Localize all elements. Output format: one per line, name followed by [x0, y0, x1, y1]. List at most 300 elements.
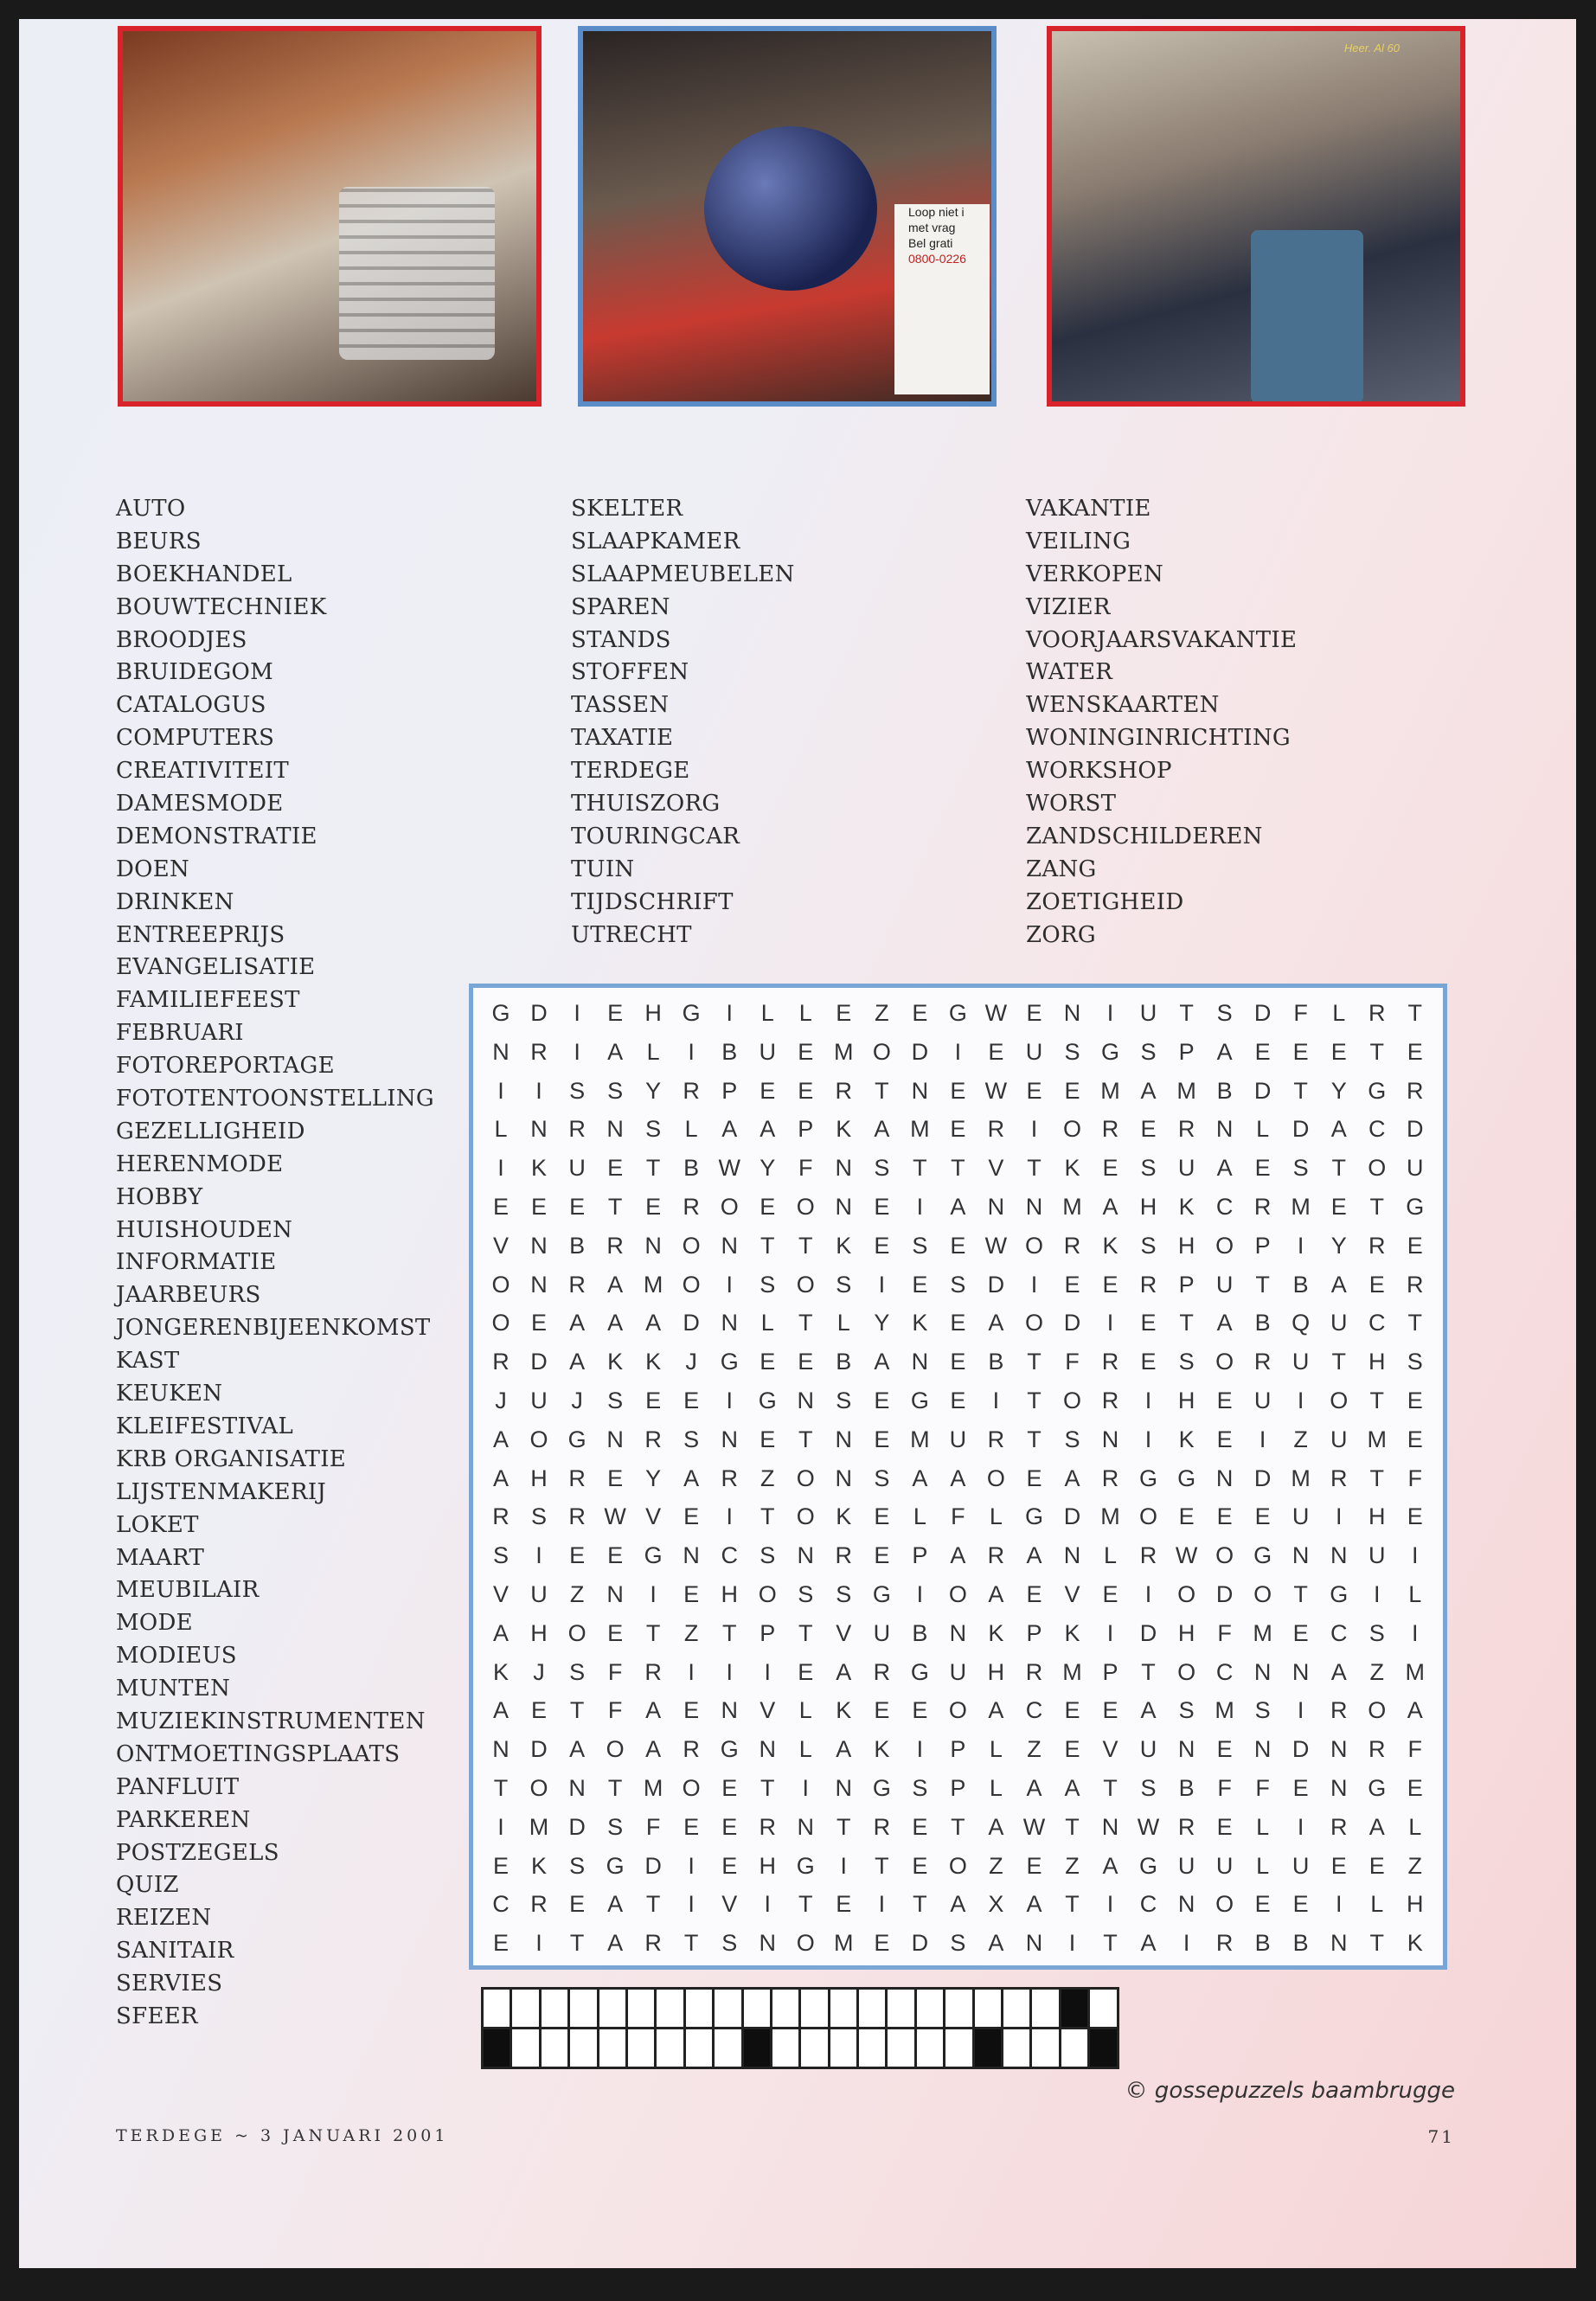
- grid-letter[interactable]: R: [835, 1077, 853, 1104]
- grid-letter[interactable]: E: [760, 1077, 776, 1104]
- grid-letter[interactable]: P: [1254, 1232, 1271, 1259]
- grid-letter[interactable]: A: [912, 1465, 928, 1491]
- grid-letter[interactable]: T: [1255, 1271, 1270, 1298]
- grid-letter[interactable]: A: [950, 1542, 966, 1569]
- grid-letter[interactable]: E: [531, 1697, 548, 1724]
- grid-letter[interactable]: F: [645, 1813, 661, 1840]
- grid-letter[interactable]: R: [683, 1077, 700, 1104]
- grid-letter[interactable]: N: [1292, 1542, 1310, 1569]
- grid-letter[interactable]: I: [802, 1774, 810, 1801]
- grid-letter[interactable]: T: [1369, 1193, 1384, 1220]
- grid-letter[interactable]: A: [493, 1697, 510, 1724]
- grid-letter[interactable]: G: [758, 1387, 777, 1413]
- grid-letter[interactable]: Y: [760, 1155, 776, 1182]
- grid-letter[interactable]: D: [1292, 1736, 1310, 1763]
- grid-letter[interactable]: H: [530, 1619, 548, 1646]
- grid-letter[interactable]: S: [1064, 1038, 1080, 1065]
- grid-letter[interactable]: P: [798, 1116, 814, 1143]
- grid-letter[interactable]: H: [1368, 1349, 1386, 1375]
- grid-letter[interactable]: L: [836, 1310, 850, 1336]
- grid-letter[interactable]: O: [948, 1580, 967, 1607]
- grid-letter[interactable]: E: [912, 1813, 928, 1840]
- grid-letter[interactable]: D: [530, 1349, 548, 1375]
- grid-letter[interactable]: A: [950, 1891, 966, 1918]
- answer-cell[interactable]: [657, 2029, 685, 2069]
- answer-cell[interactable]: [917, 2029, 945, 2069]
- grid-letter[interactable]: I: [1068, 1930, 1076, 1957]
- grid-letter[interactable]: P: [912, 1542, 928, 1569]
- grid-letter[interactable]: T: [1141, 1658, 1156, 1685]
- grid-letter[interactable]: G: [720, 1349, 739, 1375]
- grid-letter[interactable]: U: [1139, 1736, 1157, 1763]
- grid-letter[interactable]: L: [760, 1310, 774, 1336]
- grid-letter[interactable]: Y: [1330, 1232, 1347, 1259]
- grid-letter[interactable]: G: [1139, 1852, 1158, 1879]
- grid-letter[interactable]: E: [1064, 1736, 1080, 1763]
- grid-letter[interactable]: K: [493, 1658, 510, 1685]
- grid-letter[interactable]: E: [1102, 1155, 1118, 1182]
- grid-letter[interactable]: E: [1140, 1116, 1157, 1143]
- grid-letter[interactable]: D: [1139, 1619, 1157, 1646]
- grid-letter[interactable]: E: [1216, 1503, 1233, 1530]
- grid-letter[interactable]: U: [1292, 1852, 1310, 1879]
- grid-letter[interactable]: S: [874, 1465, 890, 1491]
- grid-letter[interactable]: R: [721, 1465, 738, 1491]
- grid-letter[interactable]: E: [1102, 1271, 1118, 1298]
- grid-letter[interactable]: G: [1253, 1542, 1272, 1569]
- grid-letter[interactable]: E: [645, 1387, 662, 1413]
- grid-letter[interactable]: O: [1330, 1387, 1349, 1413]
- grid-letter[interactable]: A: [988, 1930, 1004, 1957]
- answer-cell[interactable]: [1061, 2029, 1090, 2069]
- grid-letter[interactable]: L: [494, 1116, 508, 1143]
- grid-letter[interactable]: E: [950, 1077, 966, 1104]
- grid-letter[interactable]: D: [644, 1852, 662, 1879]
- answer-cell[interactable]: [801, 2029, 830, 2069]
- grid-letter[interactable]: T: [1103, 1930, 1118, 1957]
- grid-letter[interactable]: P: [950, 1774, 966, 1801]
- grid-letter[interactable]: E: [683, 1580, 700, 1607]
- grid-letter[interactable]: O: [1024, 1310, 1043, 1336]
- grid-letter[interactable]: W: [1137, 1813, 1160, 1840]
- grid-letter[interactable]: T: [607, 1193, 623, 1220]
- grid-letter[interactable]: I: [535, 1930, 542, 1957]
- grid-letter[interactable]: A: [1140, 1697, 1157, 1724]
- grid-letter[interactable]: A: [1026, 1774, 1042, 1801]
- grid-letter[interactable]: M: [1405, 1658, 1426, 1685]
- grid-letter[interactable]: I: [688, 1891, 695, 1918]
- grid-letter[interactable]: S: [836, 1271, 852, 1298]
- grid-letter[interactable]: E: [760, 1193, 776, 1220]
- grid-letter[interactable]: E: [607, 1542, 624, 1569]
- grid-letter[interactable]: E: [1216, 1426, 1233, 1452]
- grid-letter[interactable]: N: [1025, 1193, 1043, 1220]
- grid-letter[interactable]: H: [1407, 1891, 1424, 1918]
- grid-letter[interactable]: M: [1100, 1077, 1120, 1104]
- answer-cell[interactable]: [859, 1990, 888, 2029]
- grid-letter[interactable]: T: [913, 1155, 927, 1182]
- grid-letter[interactable]: I: [764, 1891, 771, 1918]
- grid-letter[interactable]: I: [916, 1736, 924, 1763]
- grid-letter[interactable]: H: [1177, 1387, 1195, 1413]
- grid-letter[interactable]: A: [988, 1813, 1004, 1840]
- grid-letter[interactable]: B: [569, 1232, 586, 1259]
- grid-letter[interactable]: L: [1256, 1813, 1270, 1840]
- grid-letter[interactable]: W: [984, 1077, 1008, 1104]
- grid-letter[interactable]: O: [682, 1271, 701, 1298]
- grid-letter[interactable]: R: [492, 1349, 510, 1375]
- answer-cell[interactable]: [772, 2029, 801, 2069]
- grid-letter[interactable]: E: [798, 1038, 814, 1065]
- grid-letter[interactable]: G: [1406, 1193, 1425, 1220]
- grid-letter[interactable]: L: [913, 1503, 926, 1530]
- grid-letter[interactable]: L: [1104, 1542, 1118, 1569]
- grid-letter[interactable]: F: [798, 1155, 813, 1182]
- grid-letter[interactable]: I: [878, 1271, 886, 1298]
- grid-letter[interactable]: N: [835, 1193, 853, 1220]
- grid-letter[interactable]: M: [643, 1774, 663, 1801]
- grid-letter[interactable]: D: [911, 1038, 929, 1065]
- grid-letter[interactable]: I: [1144, 1387, 1152, 1413]
- grid-letter[interactable]: N: [759, 1930, 776, 1957]
- grid-letter[interactable]: R: [530, 1891, 548, 1918]
- grid-letter[interactable]: T: [493, 1774, 509, 1801]
- grid-letter[interactable]: S: [607, 1813, 624, 1840]
- grid-letter[interactable]: G: [1177, 1465, 1196, 1491]
- grid-letter[interactable]: I: [650, 1580, 657, 1607]
- grid-letter[interactable]: T: [836, 1813, 851, 1840]
- grid-letter[interactable]: Z: [1369, 1658, 1384, 1685]
- grid-letter[interactable]: O: [948, 1697, 967, 1724]
- grid-letter[interactable]: T: [645, 1155, 661, 1182]
- grid-letter[interactable]: S: [1140, 1038, 1157, 1065]
- grid-letter[interactable]: E: [1216, 1736, 1233, 1763]
- grid-letter[interactable]: R: [1253, 1193, 1272, 1220]
- grid-letter[interactable]: A: [1330, 1271, 1347, 1298]
- grid-letter[interactable]: E: [1064, 1077, 1080, 1104]
- grid-letter[interactable]: I: [1106, 1310, 1114, 1336]
- answer-cell[interactable]: [484, 1990, 512, 2029]
- grid-letter[interactable]: U: [949, 1426, 967, 1452]
- grid-letter[interactable]: A: [836, 1658, 852, 1685]
- grid-letter[interactable]: R: [683, 1736, 700, 1763]
- grid-letter[interactable]: I: [726, 1000, 733, 1026]
- grid-letter[interactable]: H: [1139, 1193, 1157, 1220]
- grid-letter[interactable]: T: [645, 1891, 661, 1918]
- grid-letter[interactable]: S: [874, 1155, 890, 1182]
- grid-letter[interactable]: K: [1178, 1426, 1195, 1452]
- grid-letter[interactable]: S: [493, 1542, 510, 1569]
- grid-letter[interactable]: T: [798, 1310, 813, 1336]
- grid-letter[interactable]: T: [951, 1155, 965, 1182]
- answer-cell[interactable]: [715, 2029, 743, 2069]
- grid-letter[interactable]: O: [1024, 1232, 1043, 1259]
- grid-letter[interactable]: I: [1030, 1271, 1038, 1298]
- grid-letter[interactable]: M: [1100, 1503, 1120, 1530]
- grid-letter[interactable]: B: [683, 1155, 700, 1182]
- grid-letter[interactable]: D: [530, 1736, 548, 1763]
- grid-letter[interactable]: E: [760, 1426, 776, 1452]
- grid-letter[interactable]: D: [1253, 1077, 1272, 1104]
- grid-letter[interactable]: O: [1215, 1891, 1234, 1918]
- answer-cell[interactable]: [570, 1990, 599, 2029]
- grid-letter[interactable]: G: [910, 1658, 929, 1685]
- grid-letter[interactable]: O: [758, 1580, 777, 1607]
- grid-letter[interactable]: S: [1140, 1155, 1157, 1182]
- grid-letter[interactable]: T: [951, 1813, 965, 1840]
- grid-letter[interactable]: U: [1177, 1852, 1195, 1879]
- grid-letter[interactable]: O: [491, 1271, 510, 1298]
- grid-letter[interactable]: P: [760, 1619, 776, 1646]
- grid-letter[interactable]: O: [529, 1774, 548, 1801]
- grid-letter[interactable]: O: [1139, 1503, 1158, 1530]
- grid-letter[interactable]: W: [984, 1232, 1008, 1259]
- grid-letter[interactable]: E: [1254, 1155, 1271, 1182]
- grid-letter[interactable]: W: [718, 1155, 740, 1182]
- grid-letter[interactable]: F: [1407, 1736, 1423, 1763]
- grid-letter[interactable]: E: [569, 1193, 586, 1220]
- grid-letter[interactable]: L: [684, 1116, 698, 1143]
- answer-cell[interactable]: [628, 1990, 657, 2029]
- grid-letter[interactable]: Z: [1027, 1736, 1042, 1763]
- grid-letter[interactable]: I: [1259, 1426, 1266, 1452]
- grid-letter[interactable]: E: [1216, 1813, 1233, 1840]
- grid-letter[interactable]: E: [912, 1852, 928, 1879]
- grid-letter[interactable]: I: [1297, 1232, 1304, 1259]
- grid-letter[interactable]: E: [798, 1349, 814, 1375]
- grid-letter[interactable]: V: [645, 1503, 662, 1530]
- grid-letter[interactable]: U: [1025, 1038, 1043, 1065]
- grid-letter[interactable]: N: [721, 1232, 738, 1259]
- grid-letter[interactable]: W: [1022, 1813, 1046, 1840]
- grid-letter[interactable]: N: [1330, 1736, 1348, 1763]
- grid-letter[interactable]: S: [1140, 1232, 1157, 1259]
- grid-letter[interactable]: T: [798, 1891, 813, 1918]
- grid-letter[interactable]: E: [874, 1193, 890, 1220]
- grid-letter[interactable]: E: [493, 1852, 510, 1879]
- grid-letter[interactable]: A: [760, 1116, 776, 1143]
- grid-letter[interactable]: N: [721, 1697, 738, 1724]
- grid-letter[interactable]: R: [1101, 1116, 1119, 1143]
- grid-letter[interactable]: L: [760, 1000, 774, 1026]
- grid-letter[interactable]: E: [798, 1658, 814, 1685]
- answer-cell[interactable]: [801, 1990, 830, 2029]
- grid-letter[interactable]: W: [1175, 1542, 1198, 1569]
- grid-letter[interactable]: L: [1408, 1813, 1422, 1840]
- grid-letter[interactable]: A: [1026, 1891, 1042, 1918]
- grid-letter[interactable]: A: [874, 1116, 890, 1143]
- grid-letter[interactable]: I: [1144, 1426, 1152, 1452]
- grid-letter[interactable]: P: [721, 1077, 738, 1104]
- grid-letter[interactable]: I: [1030, 1116, 1038, 1143]
- grid-letter[interactable]: N: [1101, 1813, 1119, 1840]
- grid-letter[interactable]: E: [912, 1271, 928, 1298]
- grid-letter[interactable]: A: [1216, 1155, 1233, 1182]
- grid-letter[interactable]: E: [531, 1310, 548, 1336]
- answer-cell[interactable]: [830, 2029, 859, 2069]
- grid-letter[interactable]: H: [759, 1852, 776, 1879]
- grid-letter[interactable]: F: [1407, 1465, 1423, 1491]
- grid-letter[interactable]: R: [1368, 1000, 1386, 1026]
- grid-letter[interactable]: A: [569, 1310, 586, 1336]
- grid-letter[interactable]: N: [911, 1349, 929, 1375]
- grid-letter[interactable]: N: [759, 1736, 776, 1763]
- grid-letter[interactable]: I: [1373, 1580, 1381, 1607]
- grid-letter[interactable]: T: [1293, 1580, 1308, 1607]
- grid-letter[interactable]: I: [916, 1193, 924, 1220]
- grid-letter[interactable]: N: [1292, 1658, 1310, 1685]
- grid-letter[interactable]: E: [760, 1349, 776, 1375]
- grid-letter[interactable]: K: [836, 1232, 852, 1259]
- grid-letter[interactable]: N: [949, 1619, 967, 1646]
- grid-letter[interactable]: E: [1026, 1000, 1042, 1026]
- grid-letter[interactable]: K: [988, 1619, 1004, 1646]
- grid-letter[interactable]: A: [607, 1310, 624, 1336]
- answer-cell[interactable]: [917, 1990, 945, 2029]
- grid-letter[interactable]: A: [493, 1426, 510, 1452]
- answer-cell[interactable]: [570, 2029, 599, 2069]
- grid-letter[interactable]: T: [1179, 1000, 1194, 1026]
- grid-letter[interactable]: N: [568, 1774, 586, 1801]
- grid-letter[interactable]: R: [568, 1116, 586, 1143]
- grid-letter[interactable]: E: [1064, 1697, 1080, 1724]
- grid-letter[interactable]: R: [606, 1232, 624, 1259]
- grid-letter[interactable]: B: [1292, 1930, 1309, 1957]
- grid-letter[interactable]: E: [1330, 1852, 1347, 1879]
- grid-letter[interactable]: E: [874, 1542, 890, 1569]
- grid-letter[interactable]: C: [492, 1891, 510, 1918]
- grid-letter[interactable]: P: [1026, 1619, 1042, 1646]
- grid-letter[interactable]: R: [568, 1465, 586, 1491]
- grid-letter[interactable]: B: [836, 1349, 852, 1375]
- grid-letter[interactable]: N: [530, 1232, 548, 1259]
- grid-letter[interactable]: A: [645, 1310, 662, 1336]
- grid-letter[interactable]: S: [1178, 1349, 1195, 1375]
- grid-letter[interactable]: O: [872, 1038, 891, 1065]
- grid-letter[interactable]: S: [1368, 1619, 1385, 1646]
- grid-letter[interactable]: M: [1253, 1619, 1272, 1646]
- grid-letter[interactable]: V: [493, 1580, 510, 1607]
- grid-letter[interactable]: A: [988, 1580, 1004, 1607]
- grid-letter[interactable]: M: [529, 1813, 549, 1840]
- grid-letter[interactable]: R: [1101, 1349, 1119, 1375]
- grid-letter[interactable]: R: [873, 1658, 891, 1685]
- grid-letter[interactable]: X: [988, 1891, 1004, 1918]
- grid-letter[interactable]: I: [726, 1503, 733, 1530]
- grid-letter[interactable]: E: [950, 1116, 966, 1143]
- grid-letter[interactable]: A: [1216, 1310, 1233, 1336]
- grid-letter[interactable]: O: [796, 1930, 815, 1957]
- grid-letter[interactable]: S: [836, 1580, 852, 1607]
- grid-letter[interactable]: M: [1367, 1426, 1387, 1452]
- grid-letter[interactable]: K: [836, 1503, 852, 1530]
- grid-letter[interactable]: J: [495, 1387, 507, 1413]
- grid-letter[interactable]: I: [1335, 1891, 1343, 1918]
- grid-letter[interactable]: I: [497, 1077, 504, 1104]
- grid-letter[interactable]: T: [760, 1774, 775, 1801]
- grid-letter[interactable]: Z: [875, 1000, 889, 1026]
- grid-letter[interactable]: N: [1215, 1465, 1234, 1491]
- grid-letter[interactable]: O: [491, 1310, 510, 1336]
- grid-letter[interactable]: G: [1024, 1503, 1043, 1530]
- grid-letter[interactable]: F: [951, 1503, 965, 1530]
- grid-letter[interactable]: K: [1064, 1155, 1080, 1182]
- grid-letter[interactable]: O: [567, 1619, 586, 1646]
- answer-cell[interactable]: [686, 1990, 715, 2029]
- grid-letter[interactable]: E: [1178, 1503, 1195, 1530]
- grid-letter[interactable]: T: [1407, 1310, 1423, 1336]
- answer-cell[interactable]: [945, 1990, 974, 2029]
- grid-letter[interactable]: N: [1063, 1000, 1081, 1026]
- grid-letter[interactable]: C: [1330, 1619, 1348, 1646]
- grid-letter[interactable]: D: [1215, 1580, 1234, 1607]
- grid-letter[interactable]: E: [1407, 1232, 1423, 1259]
- answer-cell[interactable]: [888, 2029, 916, 2069]
- grid-letter[interactable]: H: [987, 1658, 1005, 1685]
- grid-letter[interactable]: A: [493, 1619, 510, 1646]
- grid-letter[interactable]: Z: [569, 1580, 585, 1607]
- grid-letter[interactable]: R: [1330, 1813, 1348, 1840]
- grid-letter[interactable]: R: [1407, 1271, 1424, 1298]
- grid-letter[interactable]: S: [569, 1852, 586, 1879]
- grid-letter[interactable]: T: [645, 1619, 661, 1646]
- grid-letter[interactable]: S: [607, 1387, 624, 1413]
- grid-letter[interactable]: E: [1407, 1503, 1423, 1530]
- grid-letter[interactable]: S: [760, 1542, 776, 1569]
- grid-letter[interactable]: R: [1368, 1232, 1386, 1259]
- grid-letter[interactable]: E: [1407, 1038, 1423, 1065]
- grid-letter[interactable]: D: [911, 1930, 929, 1957]
- grid-letter[interactable]: B: [1178, 1774, 1195, 1801]
- grid-letter[interactable]: S: [1178, 1697, 1195, 1724]
- grid-letter[interactable]: T: [1369, 1387, 1384, 1413]
- grid-letter[interactable]: A: [721, 1116, 738, 1143]
- grid-letter[interactable]: L: [989, 1503, 1003, 1530]
- grid-letter[interactable]: S: [950, 1930, 966, 1957]
- grid-letter[interactable]: B: [1254, 1310, 1271, 1336]
- grid-letter[interactable]: G: [948, 1000, 967, 1026]
- grid-letter[interactable]: O: [796, 1503, 815, 1530]
- grid-letter[interactable]: I: [574, 1038, 580, 1065]
- grid-letter[interactable]: H: [644, 1000, 662, 1026]
- grid-letter[interactable]: T: [760, 1503, 775, 1530]
- grid-letter[interactable]: P: [1178, 1038, 1195, 1065]
- grid-letter[interactable]: N: [797, 1387, 815, 1413]
- grid-letter[interactable]: G: [872, 1580, 891, 1607]
- grid-letter[interactable]: B: [912, 1619, 928, 1646]
- grid-letter[interactable]: S: [798, 1580, 814, 1607]
- grid-letter[interactable]: E: [836, 1891, 852, 1918]
- grid-letter[interactable]: S: [569, 1077, 586, 1104]
- grid-letter[interactable]: C: [1025, 1697, 1043, 1724]
- grid-letter[interactable]: D: [568, 1813, 586, 1840]
- grid-letter[interactable]: A: [607, 1271, 624, 1298]
- grid-letter[interactable]: T: [798, 1426, 813, 1452]
- grid-letter[interactable]: M: [834, 1930, 854, 1957]
- grid-letter[interactable]: G: [491, 1000, 510, 1026]
- grid-letter[interactable]: A: [1330, 1116, 1347, 1143]
- grid-letter[interactable]: N: [835, 1465, 853, 1491]
- grid-letter[interactable]: S: [569, 1658, 586, 1685]
- grid-letter[interactable]: E: [950, 1232, 966, 1259]
- grid-letter[interactable]: R: [644, 1930, 662, 1957]
- grid-letter[interactable]: A: [493, 1465, 510, 1491]
- grid-letter[interactable]: K: [836, 1116, 852, 1143]
- grid-letter[interactable]: O: [1368, 1697, 1387, 1724]
- grid-letter[interactable]: M: [1176, 1077, 1196, 1104]
- grid-letter[interactable]: N: [721, 1426, 738, 1452]
- grid-letter[interactable]: A: [607, 1038, 624, 1065]
